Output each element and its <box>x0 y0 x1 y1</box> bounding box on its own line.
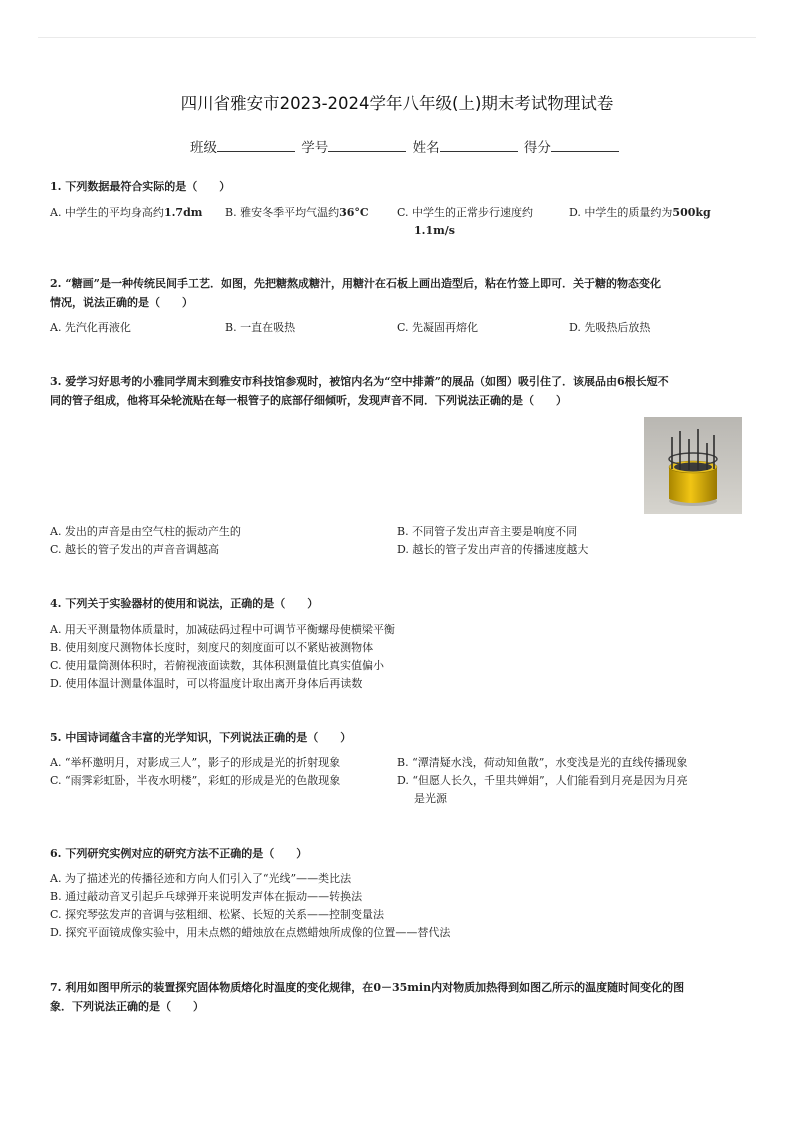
class-blank[interactable] <box>217 137 295 152</box>
q2-option-d: D. 先吸热后放热 <box>569 321 651 334</box>
air-pipe-exhibit-image <box>644 417 742 514</box>
q5-option-a: A. “举杯邀明月，对影成三人”，影子的形成是光的折射现象 <box>50 756 341 769</box>
score-blank[interactable] <box>551 137 619 152</box>
q6-option-a: A. 为了描述光的传播径迹和方向人们引入了“光线”——类比法 <box>50 872 352 885</box>
header-divider <box>38 37 756 38</box>
q6-option-b: B. 通过敲动音叉引起乒乓球弹开来说明发声体在振动——转换法 <box>50 890 363 903</box>
question-3-options <box>50 523 745 561</box>
q3-option-a: A. 发出的声音是由空气柱的振动产生的 <box>50 525 241 538</box>
q1-option-b: B. 雅安冬季平均气温约36°C <box>225 206 369 219</box>
q4-option-c: C. 使用量筒测体积时，若俯视液面读数，其体积测量值比真实值偏小 <box>50 659 385 672</box>
q5-option-b: B. “潭清疑水浅，荷动知鱼散”，水变浅是光的直线传播现象 <box>397 756 688 769</box>
q6-option-c: C. 探究琴弦发声的音调与弦粗细、松紧、长短的关系——控制变量法 <box>50 908 385 921</box>
q4-option-b: B. 使用刻度尺测物体长度时，刻度尺的刻度面可以不紧贴被测物体 <box>50 641 374 654</box>
question-4-stem: 4. 下列关于实验器材的使用和说法，正确的是（ ） <box>50 597 319 610</box>
q3-option-c: C. 越长的管子发出的声音音调越高 <box>50 543 220 556</box>
question-7-stem: 7. 利用如图甲所示的装置探究固体物质熔化时温度的变化规律，在0－35min内对物质加热得到如图乙所示的温度随时间变化的图 象．下列说法正确的是（ ） <box>50 981 685 1013</box>
q2-option-a: A. 先汽化再液化 <box>50 321 131 334</box>
q4-option-a: A. 用天平测量物体质量时，加减砝码过程中可调节平衡螺母使横梁平衡 <box>50 623 395 636</box>
question-3-stem: 3. 爱学习好思考的小雅同学周末到雅安市科技馆参观时，被馆内名为“空中排萧”的展品（如图）吸引住了．该展品由6根长短不 同的管子组成，他将耳朵轮流贴在每一根管子的底部仔细倾听，发现声音不同．下列说法正确的是（ ） <box>50 375 669 407</box>
q3-option-b: B. 不同管子发出声音主要是响度不同 <box>397 525 578 538</box>
q3-option-d: D. 越长的管子发出声音的传播速度越大 <box>397 543 589 556</box>
question-5-options <box>50 754 745 810</box>
q6-option-d: D. 探究平面镜成像实验中，用未点燃的蜡烛放在点燃蜡烛所成像的位置——替代法 <box>50 926 451 939</box>
question-2-stem: 2. “糖画”是一种传统民间手工艺．如图，先把糖熬成糖汁，用糖汁在石板上画出造型后，粘在竹签上即可．关于糖的物态变化 情况，说法正确的是（ ） <box>50 277 661 309</box>
page-title: 四川省雅安市2023-2024学年八年级(上)期末考试物理试卷 <box>180 94 614 113</box>
question-6-stem: 6. 下列研究实例对应的研究方法不正确的是（ ） <box>50 847 308 860</box>
score-label: 得分 <box>523 140 551 156</box>
student-info-line <box>190 136 621 156</box>
q5-option-d-cont: 是光源 <box>414 792 447 805</box>
q5-option-d: D. “但愿人长久，千里共婵娟”，人们能看到月亮是因为月亮 <box>397 774 688 787</box>
question-2-options <box>50 319 745 339</box>
name-label: 姓名 <box>412 140 440 156</box>
q2-option-c: C. 先凝固再熔化 <box>397 321 479 334</box>
q2-option-b: B. 一直在吸热 <box>225 321 296 334</box>
q5-option-c: C. “雨霁彩虹卧，半夜水明楼”，彩虹的形成是光的色散现象 <box>50 774 341 787</box>
q1-option-a: A. 中学生的平均身高约1.7dm <box>50 206 203 219</box>
id-blank[interactable] <box>328 137 406 152</box>
question-1-options <box>50 204 745 244</box>
question-4-options <box>50 621 745 695</box>
q4-option-d: D. 使用体温计测量体温时，可以将温度计取出离开身体后再读数 <box>50 677 363 690</box>
question-5-stem: 5. 中国诗词蕴含丰富的光学知识，下列说法正确的是（ ） <box>50 731 352 744</box>
question-6-options <box>50 870 745 944</box>
q1-option-c: C. 中学生的正常步行速度约 <box>397 206 534 219</box>
class-label: 班级 <box>190 140 217 156</box>
q1-option-d: D. 中学生的质量约为500kg <box>569 206 711 219</box>
question-1-stem: 1. 下列数据最符合实际的是（ ） <box>50 180 231 193</box>
q1-option-c-value: 1.1m/s <box>414 224 455 237</box>
name-blank[interactable] <box>440 137 518 152</box>
id-label: 学号 <box>301 140 329 156</box>
